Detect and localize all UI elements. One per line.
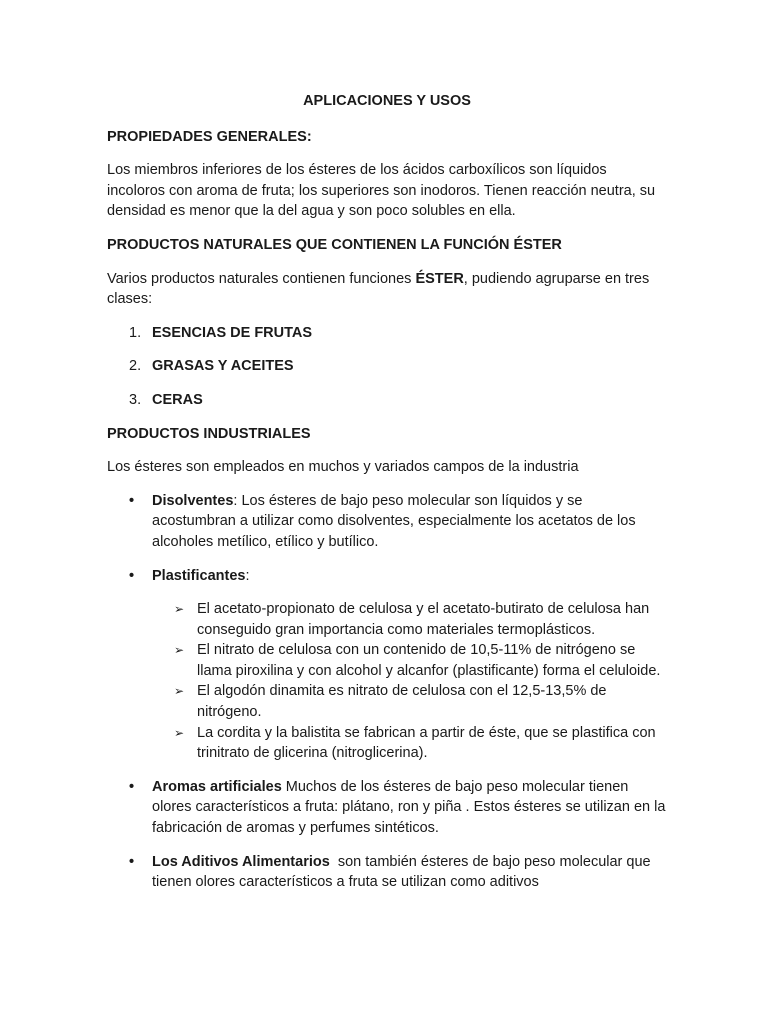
bullet-text: Muchos de los ésteres de bajo peso molecular tienen olores característicos a fruta: plátano, ron y piña . Estos ésteres se utilizan en la fabricación de aromas y perfumes sintéticos.: [152, 778, 666, 837]
bullet-icon: •: [129, 853, 135, 870]
bullet-term: Los Aditivos Alimentarios: [152, 853, 330, 870]
sub-list-plastificantes: [152, 599, 667, 764]
list-number: 3.: [129, 391, 142, 408]
sub-item-text: El acetato-propionato de celulosa y el acetato-butirato de celulosa han conseguido gran importancia como materiales termoplásticos.: [197, 601, 650, 638]
bullet-list-industrial-uses: [107, 491, 667, 893]
sub-item-text: El algodón dinamita es nitrato de celulosa con el 12,5-13,5% de nitrógeno.: [197, 683, 607, 721]
bullet-text: : Los ésteres de bajo peso molecular son líquidos y se acostumbran a utilizar como disolventes, especialmente los acetatos de los alcoholes metílico, etílico y butílico.: [152, 492, 636, 550]
bullet-icon: •: [129, 492, 135, 509]
arrow-bullet-icon: ➢: [174, 643, 185, 658]
document-title: APLICACIONES Y USOS: [303, 93, 471, 109]
list-item-text: GRASAS Y ACEITES: [152, 358, 294, 375]
bullet-item-aromas: [107, 777, 667, 839]
bullet-term: Disolventes: [152, 492, 234, 509]
sub-list-item: [152, 681, 667, 722]
arrow-bullet-icon: ➢: [174, 684, 185, 699]
arrow-bullet-icon: ➢: [174, 725, 185, 740]
paragraph-bold-ester: ÉSTER: [415, 270, 464, 287]
paragraph-text-before: Varios productos naturales contienen funciones: [107, 270, 416, 287]
sub-item-text: El nitrato de celulosa con un contenido de 10,5-11% de nitrógeno se llama piroxilina y con alcohol y alcanfor (plastificante) forma el celuloide.: [197, 642, 661, 679]
list-item: [107, 390, 667, 411]
paragraph-productos-industriales: Los ésteres son empleados en muchos y variados campos de la industria: [107, 459, 579, 476]
paragraph-propiedades: Los miembros inferiores de los ésteres de los ácidos carboxílicos son líquidos incoloros con aroma de fruta; los superiores son inodoros. Tienen reacción neutra, su densidad es menor que la del agua y son poco solubles en ella.: [107, 162, 656, 220]
list-item: [107, 323, 667, 344]
bullet-item-plastificantes: [107, 566, 667, 764]
numbered-list-natural-products: [107, 323, 667, 411]
bullet-term: Plastificantes: [152, 567, 246, 584]
paragraph-productos-naturales: [107, 269, 667, 310]
sub-list-item: [152, 599, 667, 640]
bullet-icon: •: [129, 778, 135, 795]
bullet-item-disolventes: [107, 491, 667, 553]
bullet-text: :: [245, 567, 250, 584]
arrow-bullet-icon: ➢: [174, 602, 185, 617]
sub-list-item: [152, 723, 667, 764]
heading-propiedades-generales: PROPIEDADES GENERALES:: [107, 128, 312, 145]
list-number: 1.: [129, 324, 142, 341]
bullet-item-aditivos: [107, 852, 667, 893]
paragraph-text-after: , pudiendo agruparse en tres clases:: [107, 270, 650, 308]
list-item-text: CERAS: [152, 391, 203, 408]
document-page: [107, 91, 667, 906]
bullet-text: son también ésteres de bajo peso molecular que tienen olores característicos a fruta se utilizan como aditivos: [152, 853, 655, 891]
list-item: [107, 356, 667, 377]
list-number: 2.: [129, 358, 142, 375]
bullet-icon: •: [129, 567, 135, 584]
sub-list-item: [152, 640, 667, 681]
sub-item-text: La cordita y la balistita se fabrican a partir de éste, que se plastifica con trinitrato de glicerina (nitroglicerina).: [197, 724, 656, 762]
list-item-text: ESENCIAS DE FRUTAS: [152, 324, 313, 341]
heading-productos-naturales: PRODUCTOS NATURALES QUE CONTIENEN LA FUNCIÓN ÉSTER: [107, 236, 562, 253]
bullet-term: Aromas artificiales: [152, 778, 282, 795]
heading-productos-industriales: PRODUCTOS INDUSTRIALES: [107, 425, 311, 442]
